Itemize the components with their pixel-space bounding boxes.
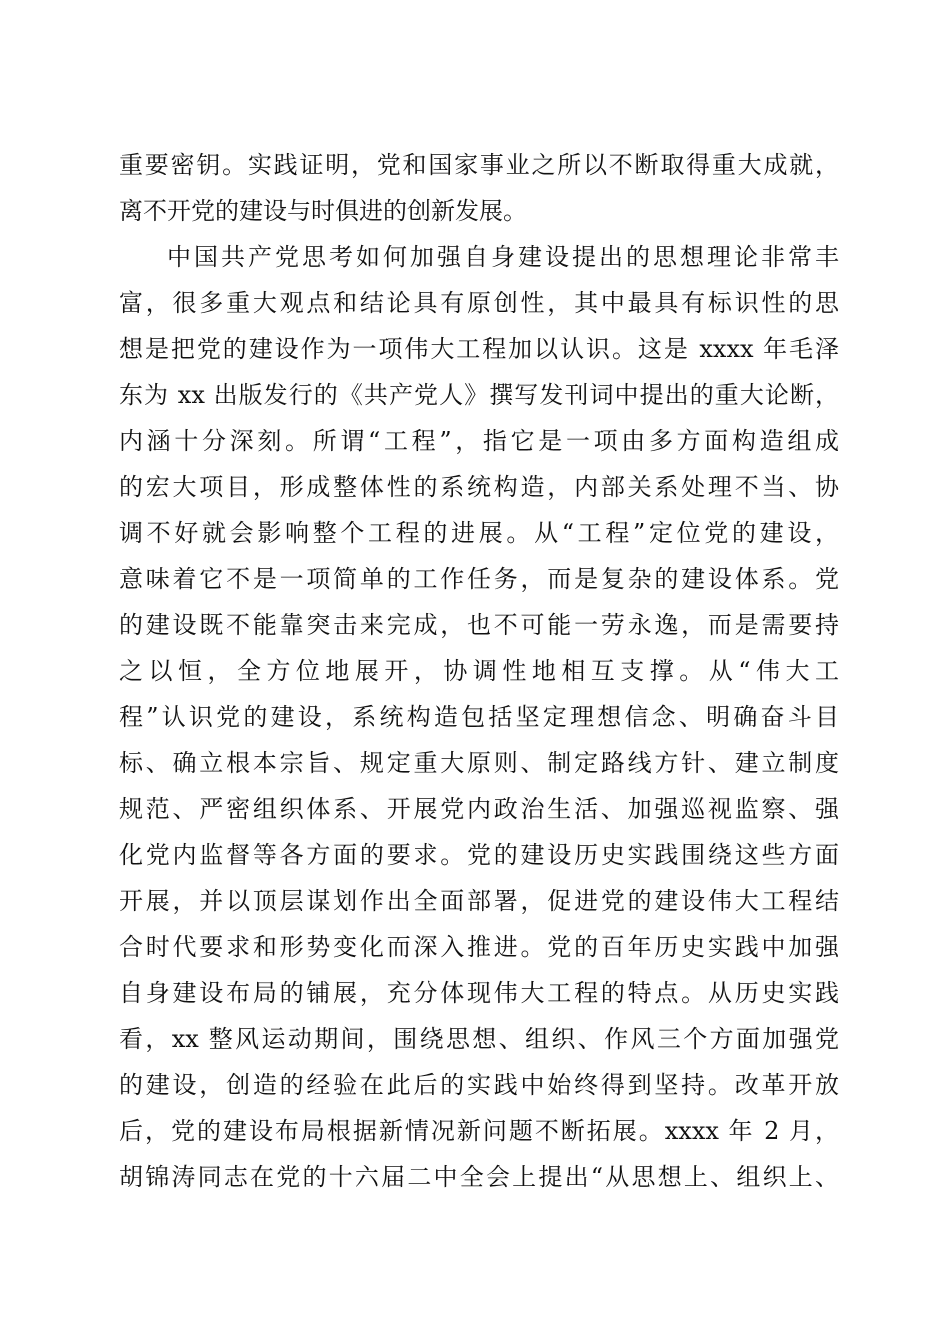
text-line: 标、确立根本宗旨、规定重大原则、制定路线方针、建立制度 (119, 749, 839, 777)
text-line: 之以恒，全方位地展开，协调性地相互支撑。从“伟大工 (119, 657, 839, 685)
text-line: 合时代要求和形势变化而深入推进。党的百年历史实践中加强 (119, 933, 839, 961)
text-line: 东为 xx 出版发行的《共产党人》撰写发刊词中提出的重大论断， (119, 381, 839, 409)
text-line: 程”认识党的建设，系统构造包括坚定理想信念、明确奋斗目 (119, 703, 839, 731)
text-line: 规范、严密组织体系、开展党内政治生活、加强巡视监察、强 (119, 795, 839, 823)
text-line: 的宏大项目，形成整体性的系统构造，内部关系处理不当、协 (119, 473, 839, 501)
text-line: 重要密钥。实践证明，党和国家事业之所以不断取得重大成就， (119, 151, 839, 179)
text-line: 富，很多重大观点和结论具有原创性，其中最具有标识性的思 (119, 289, 839, 317)
text-line: 化党内监督等各方面的要求。党的建设历史实践围绕这些方面 (119, 841, 839, 869)
body-text (119, 142, 839, 1200)
text-line: 中国共产党思考如何加强自身建设提出的思想理论非常丰 (167, 243, 839, 271)
text-line: 自身建设布局的铺展，充分体现伟大工程的特点。从历史实践 (119, 979, 839, 1007)
text-line: 的建设，创造的经验在此后的实践中始终得到坚持。改革开放 (119, 1071, 839, 1099)
text-line: 的建设既不能靠突击来完成，也不可能一劳永逸，而是需要持 (119, 611, 839, 639)
text-line: 内涵十分深刻。所谓“工程”，指它是一项由多方面构造组成 (119, 427, 839, 455)
text-line: 胡锦涛同志在党的十六届二中全会上提出“从思想上、组织上、 (119, 1163, 839, 1191)
text-line: 想是把党的建设作为一项伟大工程加以认识。这是 xxxx 年毛泽 (119, 335, 839, 363)
paragraph-1 (119, 142, 839, 234)
text-line: 后，党的建设布局根据新情况新问题不断拓展。xxxx 年 2 月， (119, 1117, 839, 1145)
text-line: 调不好就会影响整个工程的进展。从“工程”定位党的建设， (119, 519, 839, 547)
text-line: 看，xx 整风运动期间，围绕思想、组织、作风三个方面加强党 (119, 1025, 839, 1053)
paragraph-2 (119, 234, 839, 1200)
text-line: 离不开党的建设与时俱进的创新发展。 (119, 197, 527, 225)
text-line: 开展，并以顶层谋划作出全面部署，促进党的建设伟大工程结 (119, 887, 839, 915)
text-line: 意味着它不是一项简单的工作任务，而是复杂的建设体系。党 (119, 565, 839, 593)
